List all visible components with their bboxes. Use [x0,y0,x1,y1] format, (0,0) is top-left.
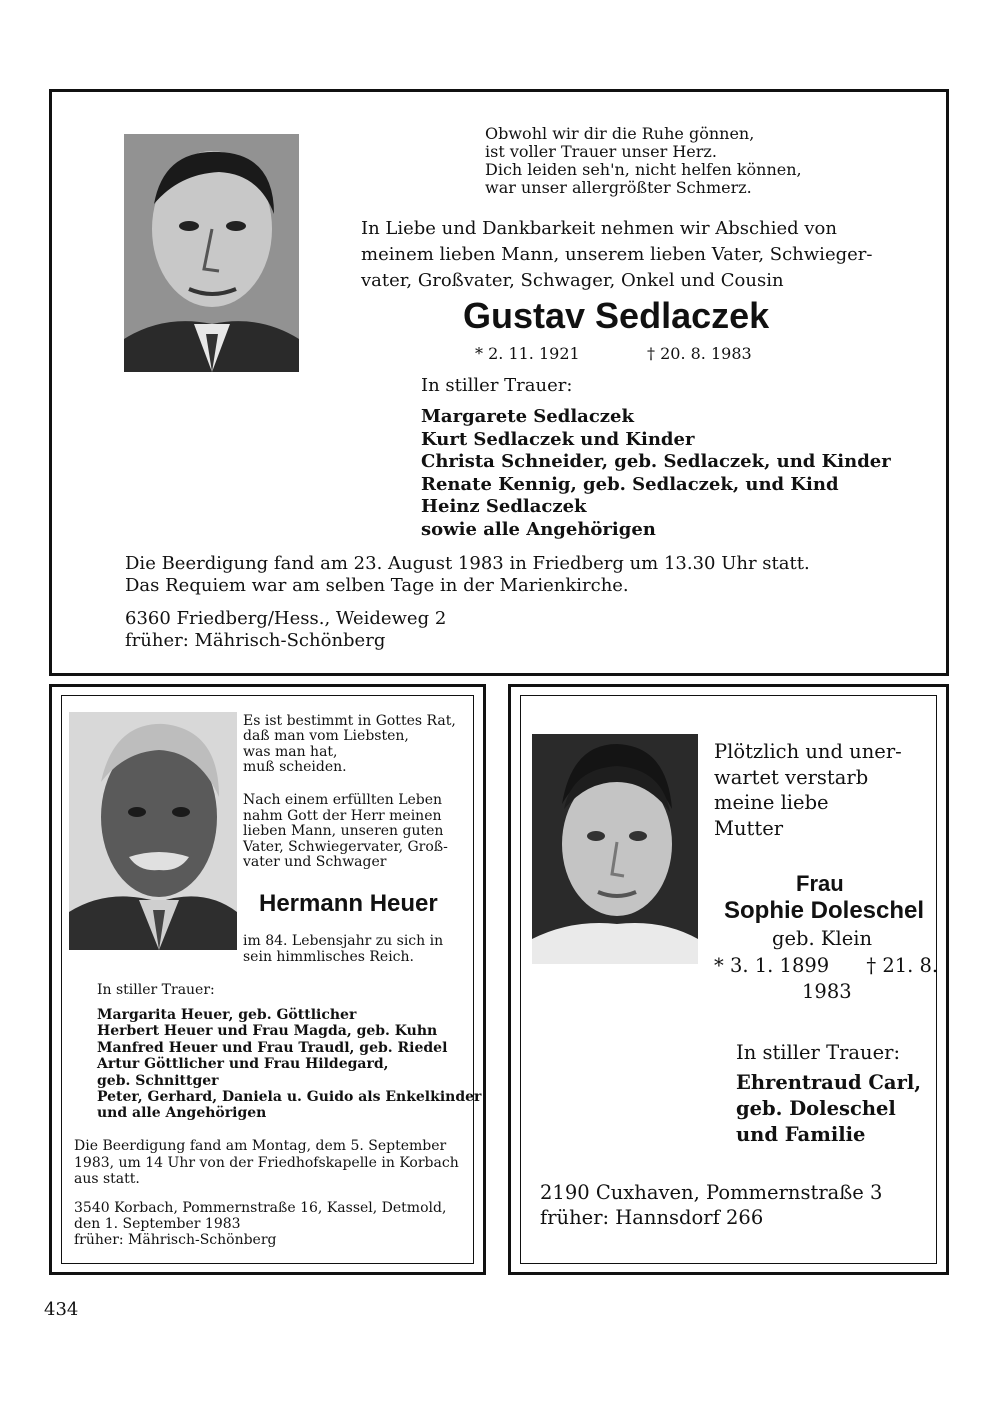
mourner: geb. Schnittger [97,1072,219,1089]
obituary-hermann-heuer [49,684,486,1275]
intro-line: Nach einem erfüllten Leben [243,792,443,808]
intro-line: wartet verstarb [714,765,869,789]
address-line: 6360 Friedberg/Hess., Weideweg 2 [125,608,447,629]
mourning-label: In stiller Trauer: [97,982,215,998]
after-line: sein himmlisches Reich. [243,948,414,965]
funeral-info [125,553,810,597]
intro-text [243,793,448,871]
poem-line: war unser allergrößter Schmerz. [485,178,752,197]
inner-frame [61,695,482,1264]
intro-text [714,739,902,841]
funeral-info [74,1138,459,1188]
after-text [243,934,443,965]
maiden-name: geb. Klein [772,927,873,950]
funeral-line: 1983, um 14 Uhr von der Friedhofskapelle in Korbach [74,1154,459,1171]
address-line: früher: Mährisch-Schönberg [125,630,386,651]
mourners-list [421,406,891,541]
mourning-label: In stiller Trauer: [421,375,573,396]
deceased-title: Frau [796,871,844,896]
address [125,608,446,652]
deceased-name: Gustav Sedlaczek [463,295,770,336]
inner-frame [520,695,937,1264]
intro-line: Plötzlich und uner- [714,740,902,763]
intro-line: vater und Schwager [243,854,387,870]
birth-date: * 2. 11. 1921 [475,344,580,363]
death-year: 1983 [802,980,852,1003]
mourning-label: In stiller Trauer: [736,1041,901,1064]
poem-line: Dich leiden seh'n, nicht helfen können, [485,160,802,179]
mourner: Peter, Gerhard, Daniela u. Guido als Enkelkinder [97,1089,482,1106]
mourner: Ehrentraud Carl, [736,1071,922,1094]
poem-line: ist voller Trauer unser Herz. [485,142,717,161]
funeral-line: Die Beerdigung fand am 23. August 1983 in Friedberg um 13.30 Uhr statt. [125,553,810,574]
death-date: † 20. 8. 1983 [647,344,752,363]
mourner: Artur Göttlicher und Frau Hildegard, [97,1056,389,1073]
mourners-list [736,1070,921,1148]
poem-lines [243,714,456,775]
portrait-photo-sophie [532,734,698,964]
poem-line: daß man vom Liebsten, [243,728,409,745]
mourner: Manfred Heuer und Frau Traudl, geb. Riedel [97,1039,448,1056]
poem-line: Es ist bestimmt in Gottes Rat, [243,713,456,729]
address-line: früher: Hannsdorf 266 [540,1206,764,1229]
intro-line: meinem lieben Mann, unserem lieben Vater, Schwieger- [361,244,873,265]
poem-line: muß scheiden. [243,758,347,775]
portrait-photo-hermann [69,712,237,950]
mourner: Margarete Sedlaczek [421,406,634,427]
intro-line: Mutter [714,816,784,840]
address [540,1180,882,1230]
address-line: 2190 Cuxhaven, Pommernstraße 3 [540,1181,883,1204]
mourner: sowie alle Angehörigen [421,518,656,540]
funeral-line: Die Beerdigung fand am Montag, dem 5. September [74,1138,447,1154]
obituary-sophie-doleschel [508,684,949,1275]
life-dates: * 3. 1. 1899 † 21. 8. [714,954,939,977]
intro-line: vater, Großvater, Schwager, Onkel und Cousin [361,270,784,291]
after-line: im 84. Lebensjahr zu sich in [243,933,444,949]
deceased-name: Sophie Doleschel [724,897,925,924]
funeral-line: Das Requiem war am selben Tage in der Marienkirche. [125,575,629,596]
page-number: 434 [44,1299,79,1320]
address-line: den 1. September 1983 [74,1216,241,1232]
mourner: und alle Angehörigen [97,1105,267,1122]
mourner: geb. Doleschel [736,1097,896,1120]
mourner: Margarita Heuer, geb. Göttlicher [97,1007,357,1023]
address-line: früher: Mährisch-Schönberg [74,1232,277,1248]
deceased-name: Hermann Heuer [259,890,438,917]
portrait-photo-gustav [124,134,299,372]
mourner: Heinz Sedlaczek [421,496,587,517]
intro-line: In Liebe und Dankbarkeit nehmen wir Abschied von [361,218,837,239]
intro-text [361,216,872,294]
intro-line: lieben Mann, unseren guten [243,823,444,839]
poem-lines [485,125,802,197]
poem-line: Obwohl wir dir die Ruhe gönnen, [485,124,755,143]
intro-line: Vater, Schwiegervater, Groß- [243,838,448,855]
mourner: und Familie [736,1123,866,1146]
address [74,1200,446,1248]
address-line: 3540 Korbach, Pommernstraße 16, Kassel, Detmold, [74,1200,447,1216]
mourner: Christa Schneider, geb. Sedlaczek, und Kinder [421,451,891,472]
intro-line: nahm Gott der Herr meinen [243,807,442,824]
mourners-list [97,1007,481,1122]
poem-line: was man hat, [243,743,338,760]
mourner: Herbert Heuer und Frau Magda, geb. Kuhn [97,1023,438,1040]
mourner: Kurt Sedlaczek und Kinder [421,428,695,450]
mourner: Renate Kennig, geb. Sedlaczek, und Kind [421,473,839,495]
obituary-gustav-sedlaczek [49,89,949,676]
intro-line: meine liebe [714,791,829,814]
funeral-line: aus statt. [74,1171,140,1187]
